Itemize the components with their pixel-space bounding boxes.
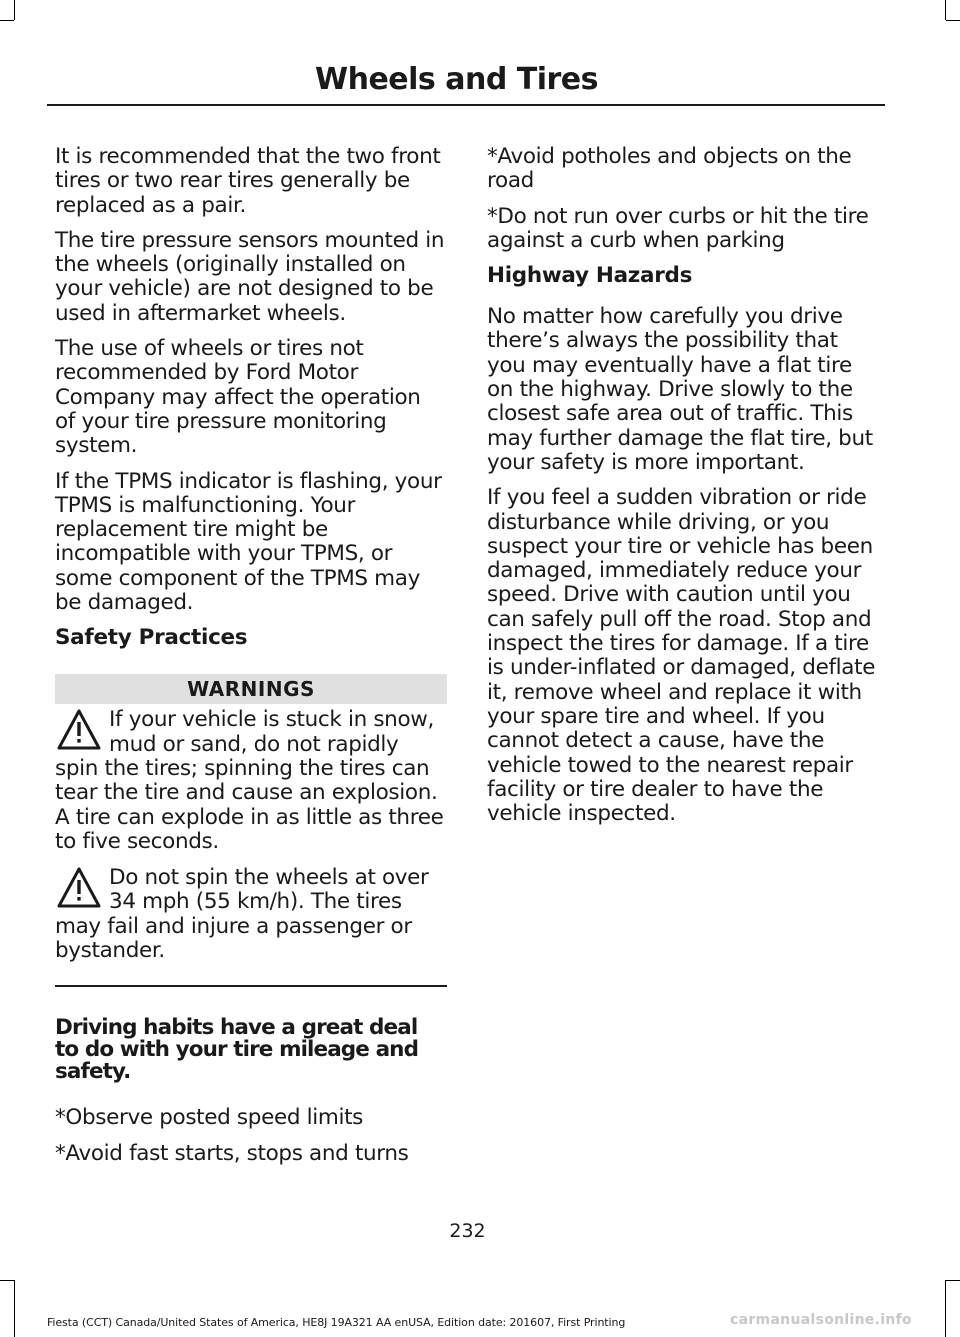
bullet-item: *Observe posted speed limits xyxy=(55,1105,363,1131)
paragraph: It is recommended that the two front tires or two rear tires generally be replaced as a pair. xyxy=(55,144,441,218)
bullet-item: *Avoid potholes and objects on the road xyxy=(487,144,852,194)
warnings-divider xyxy=(55,985,447,987)
edition-footer: Fiesta (CCT) Canada/United States of America, HE8J 19A321 AA enUSA, Edition date: 201607, First Printing xyxy=(47,1316,626,1329)
paragraph: The tire pressure sensors mounted in the wheels (originally installed on your vehicle) are not designed to be used in aftermarket wheels. xyxy=(55,227,445,326)
warning-text: If your vehicle is stuck in snow, mud or sand, do not rapidly spin the tires; spinning the tires can tear the tire and cause an explosion. A tire can explode in as little as three to five seconds. xyxy=(55,707,444,854)
crop-mark xyxy=(945,0,946,20)
warning-text: Do not spin the wheels at over 34 mph (55 km/h). The tires may fail and injure a passenger or bystander. xyxy=(55,865,429,964)
warnings-box xyxy=(55,674,447,987)
paragraph: If you feel a sudden vibration or ride disturbance while driving, or you suspect your tire or vehicle has been damaged, immediately reduce your speed. Drive with caution until you can safely pull off the road. Stop and inspect the tires for damage. If a tire is under-inflated or damaged, deflate it, remove wheel and replace it with your spare tire and wheel. If you cannot detect a cause, have the vehicle towed to the nearest repair facility or tire dealer to have the vehicle inspected. xyxy=(487,485,876,827)
crop-mark xyxy=(14,1280,15,1337)
section-heading-highway: Highway Hazards xyxy=(487,263,693,289)
warning-item xyxy=(55,708,447,854)
warning-item xyxy=(55,866,447,963)
header-divider xyxy=(47,104,885,106)
crop-mark xyxy=(946,20,960,21)
page-number: 232 xyxy=(449,1220,486,1242)
watermark: carmanualsonline.info xyxy=(730,1312,912,1328)
section-heading-safety: Safety Practices xyxy=(55,625,248,651)
crop-mark xyxy=(946,1280,960,1281)
crop-mark xyxy=(945,1280,946,1337)
warning-triangle-icon xyxy=(57,866,101,910)
paragraph: If the TPMS indicator is flashing, your TPMS is malfunctioning. Your replacement tire might be incompatible with your TPMS, or some component of the TPMS may be damaged. xyxy=(55,468,442,616)
right-column xyxy=(487,145,879,837)
crop-mark xyxy=(0,1280,14,1281)
left-column xyxy=(55,145,447,1177)
warning-triangle-icon xyxy=(57,708,101,752)
crop-mark xyxy=(14,0,15,20)
bullet-item: *Avoid fast starts, stops and turns xyxy=(55,1140,409,1166)
paragraph: The use of wheels or tires not recommended by Ford Motor Company may affect the operation of your tire pressure monitoring system. xyxy=(55,336,421,459)
warnings-header: WARNINGS xyxy=(55,674,447,704)
paragraph: No matter how carefully you drive there’s always the possibility that you may eventually have a flat tire on the highway. Drive slowly to the closest safe area out of traffic. This may further damage the flat tire, but your safety is more important. xyxy=(487,304,873,475)
page-title: Wheels and Tires xyxy=(315,62,598,97)
section-heading-driving-habits: Driving habits have a great deal to do with your tire mileage and safety. xyxy=(55,1015,419,1085)
bullet-item: *Do not run over curbs or hit the tire against a curb when parking xyxy=(487,203,869,253)
crop-mark xyxy=(0,20,14,21)
